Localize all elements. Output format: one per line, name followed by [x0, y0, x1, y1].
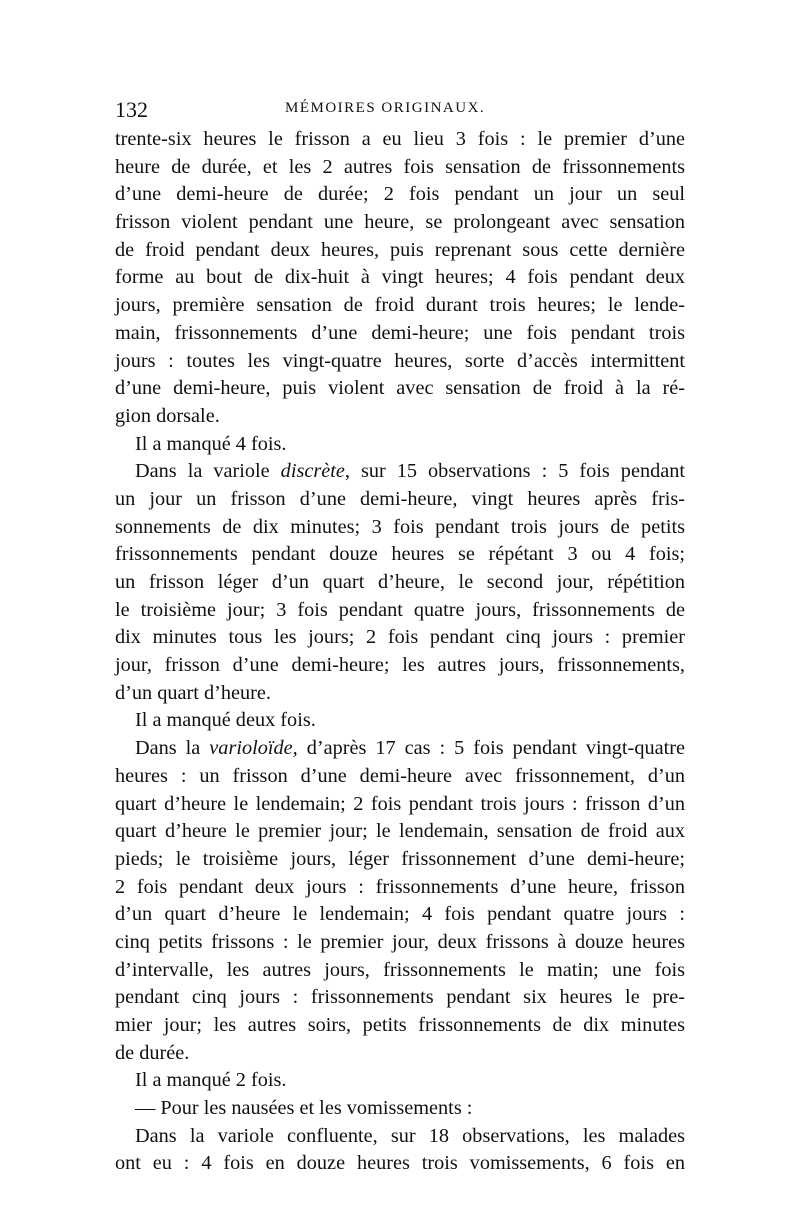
text-line: gion dorsale.	[115, 404, 220, 427]
text-line: — Pour les nausées et les vomissements :	[135, 1097, 473, 1120]
text-line: jour, frisson d’une demi-heure; les autres jours, frissonnements,	[115, 654, 685, 677]
text-line: Dans la variole discrète, sur 15 observations : 5 fois pendant	[135, 460, 686, 483]
text-line: un jour un frisson d’une demi-heure, vingt heures après fris-	[115, 487, 685, 510]
text-line: de durée.	[115, 1041, 190, 1064]
text-line: sonnements de dix minutes; 3 fois pendant trois jours de petits	[115, 515, 685, 538]
italic-term: varioloïde,	[209, 737, 298, 760]
text-line: un frisson léger d’un quart d’heure, le second jour, répétition	[115, 571, 685, 593]
page-header	[115, 97, 695, 127]
text-line: le troisième jour; 3 fois pendant quatre jours, frissonnements de	[115, 598, 685, 621]
text-line: jours : toutes les vingt-quatre heures, sorte d’accès intermittent	[115, 349, 685, 372]
text-line: heure de durée, et les 2 autres fois sensation de frissonnements	[115, 155, 685, 178]
running-title: MÉMOIRES ORIGINAUX.	[285, 100, 486, 116]
text-line: Il a manqué 4 fois.	[135, 432, 287, 455]
text-line: Il a manqué 2 fois.	[135, 1069, 287, 1092]
text-line: d’un quart d’heure.	[115, 681, 271, 704]
text-line: frissonnements pendant douze heures se répétant 3 ou 4 fois;	[115, 543, 685, 566]
text-line: quart d’heure le premier jour; le lendemain, sensation de froid aux	[115, 820, 685, 843]
text-line: Il a manqué deux fois.	[135, 709, 316, 732]
text-line: d’une demi-heure de durée; 2 fois pendant un jour un seul	[115, 183, 685, 206]
text-line: heures : un frisson d’une demi-heure avec frissonnement, d’un	[115, 764, 685, 787]
text-line: jours, première sensation de froid durant trois heures; le lende-	[115, 294, 685, 317]
text-line: frisson violent pendant une heure, se prolongeant avec sensation	[115, 211, 685, 234]
text-line: 2 fois pendant deux jours : frissonnements d’une heure, frisson	[115, 875, 685, 898]
page-number: 132	[115, 97, 148, 122]
text-line: cinq petits frissons : le premier jour, deux frissons à douze heures	[115, 930, 685, 953]
text-line: main, frissonnements d’une demi-heure; une fois pendant trois	[115, 321, 685, 344]
text-line: mier jour; les autres soirs, petits frissonnements de dix minutes	[115, 1014, 685, 1036]
text-line: forme au bout de dix-huit à vingt heures; 4 fois pendant deux	[115, 266, 685, 289]
text-line: pieds; le troisième jours, léger frissonnement d’une demi-heure;	[115, 847, 685, 870]
text-line: de froid pendant deux heures, puis reprenant sous cette dernière	[115, 238, 685, 261]
text-line: pendant cinq jours : frissonnements pendant six heures le pre-	[115, 986, 685, 1009]
text-line: Dans la varioloïde, d’après 17 cas : 5 fois pendant vingt-quatre	[135, 737, 685, 760]
body-text	[115, 126, 685, 1178]
text-line: d’intervalle, les autres jours, frissonnements le matin; une fois	[115, 958, 685, 981]
text-line: Dans la variole confluente, sur 18 observations, les malades	[135, 1124, 685, 1147]
text-line: quart d’heure le lendemain; 2 fois pendant trois jours : frisson d’un	[115, 792, 685, 815]
text-line: trente-six heures le frisson a eu lieu 3 fois : le premier d’une	[115, 128, 685, 150]
text-line: d’une demi-heure, puis violent avec sensation de froid à la ré-	[115, 377, 685, 400]
text-line: dix minutes tous les jours; 2 fois pendant cinq jours : premier	[115, 626, 685, 649]
text-line: ont eu : 4 fois en douze heures trois vomissements, 6 fois en	[115, 1152, 685, 1175]
italic-term: discrète	[280, 460, 345, 483]
text-line: d’un quart d’heure le lendemain; 4 fois pendant quatre jours :	[115, 903, 685, 926]
